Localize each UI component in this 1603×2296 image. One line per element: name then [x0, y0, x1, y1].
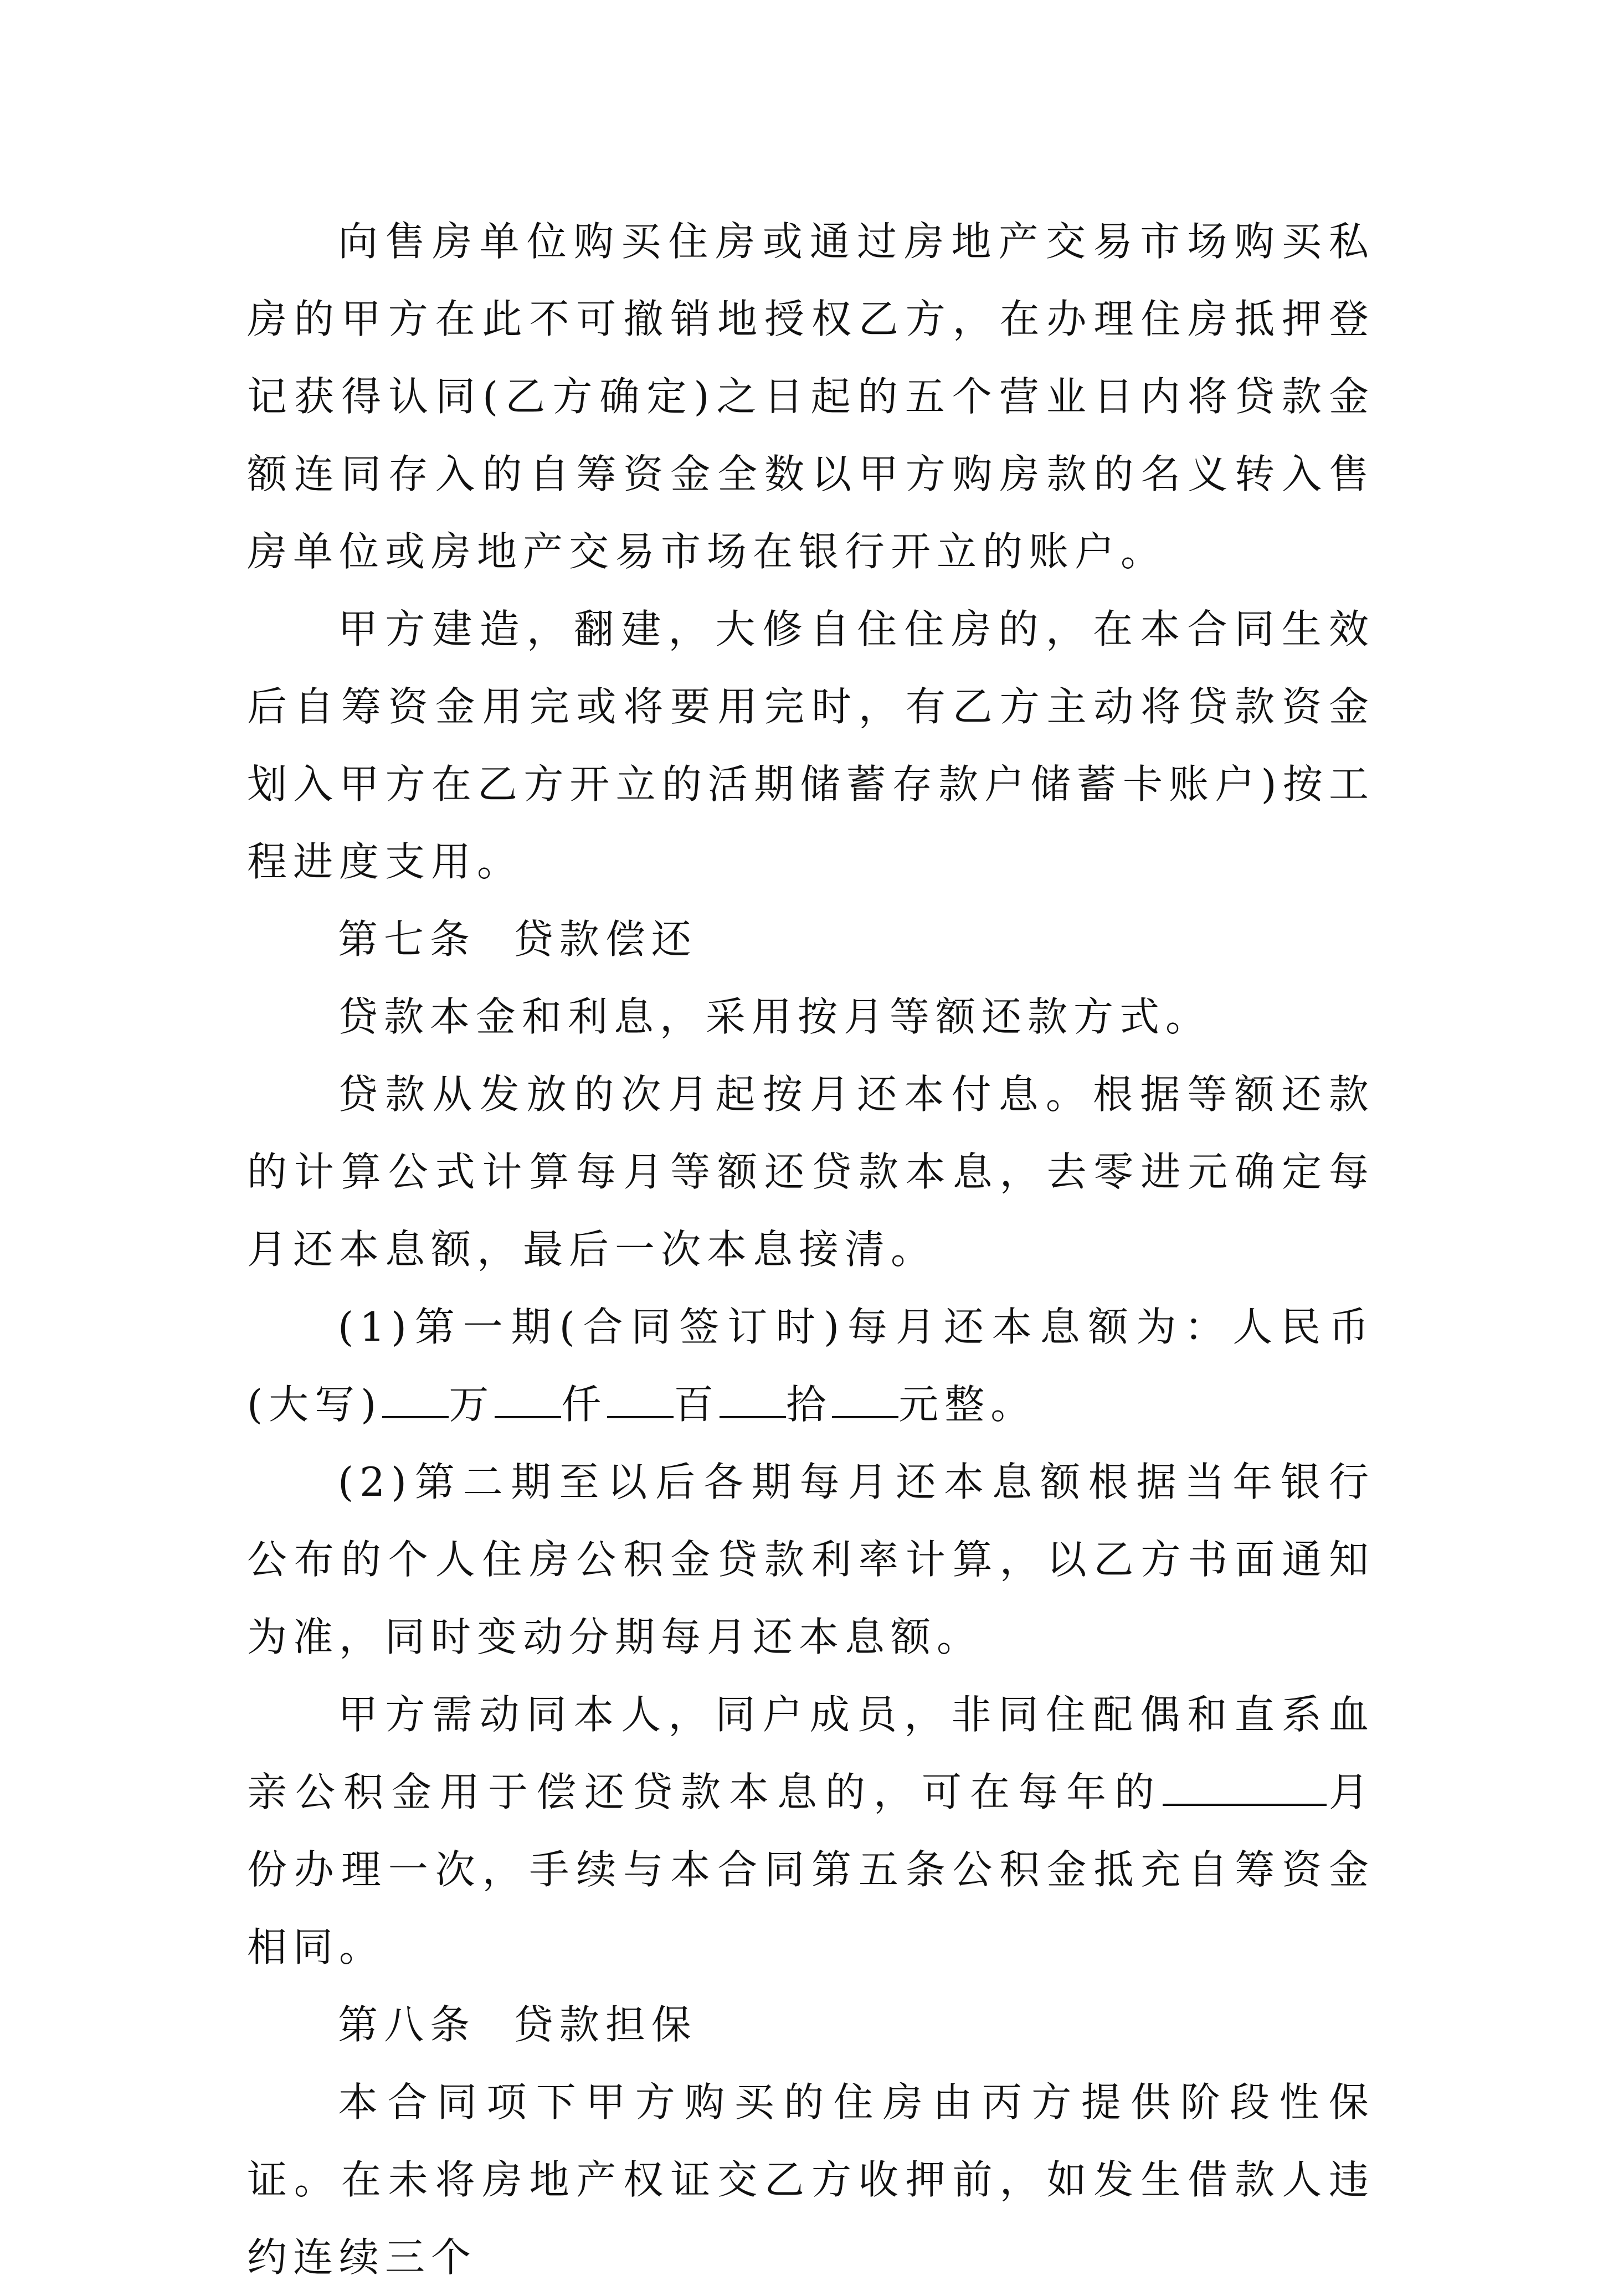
blank-qian-field[interactable] — [495, 1378, 561, 1418]
paragraph-first-period-amount — [247, 1288, 1375, 1443]
unit-wan: 万 — [449, 1381, 495, 1428]
unit-shi: 拾 — [786, 1381, 833, 1428]
paragraph-repayment-method: 贷款本金和利息，采用按月等额还款方式。 — [338, 993, 1212, 1040]
blank-bai-field[interactable] — [607, 1378, 674, 1418]
provident-fund-text-after: 月份办理一次，手续与本合同第五条公积金抵充自筹资金相同。 — [247, 1769, 1375, 1970]
blank-shi-field[interactable] — [720, 1378, 786, 1418]
unit-qian: 仟 — [561, 1381, 608, 1428]
provident-fund-text-before: 甲方需动同本人，同户成员，非同住配偶和直系血亲公积金用于偿还贷款本息的，可在每年的 — [247, 1691, 1375, 1815]
paragraph-later-periods: (2)第二期至以后各期每月还本息额根据当年银行公布的个人住房公积金贷款利率计算，以乙方书面通知为准，同时变动分期每月还本息额。 — [247, 1459, 1375, 1660]
blank-yuan-field[interactable] — [832, 1378, 898, 1418]
paragraph-repayment-schedule: 贷款从发放的次月起按月还本付息。根据等额还款的计算公式计算每月等额还贷款本息，去零进元确定每月还本息额，最后一次本息接清。 — [247, 1071, 1375, 1273]
article-7-heading: 第七条 贷款偿还 — [338, 916, 697, 962]
paragraph-self-built-housing: 甲方建造，翻建，大修自住住房的，在本合同生效后自筹资金用完或将要用完时，有乙方主动将贷款资金划入甲方在乙方开立的活期储蓄存款户储蓄卡账户)按工程进度支用。 — [247, 606, 1375, 885]
contract-text — [247, 203, 1375, 2296]
paragraph-loan-guarantee: 本合同项下甲方购买的住房由丙方提供阶段性保证。在未将房地产权证交乙方收押前，如发生借款人违约连续三个 — [247, 2079, 1375, 2280]
article-8-heading: 第八条 贷款担保 — [338, 2001, 697, 2048]
paragraph-provident-fund — [247, 1676, 1375, 1986]
blank-month-field[interactable] — [1163, 1766, 1327, 1806]
unit-bai: 百 — [674, 1381, 720, 1428]
first-period-label: (1)第一期(合同签订时)每月还本息额为：人民币(大写) — [247, 1304, 1375, 1428]
paragraph-payment-transfer: 向售房单位购买住房或通过房地产交易市场购买私房的甲方在此不可撤销地授权乙方，在办理住房抵押登记获得认同(乙方确定)之日起的五个营业日内将贷款金额连同存入的自筹资金全数以甲方购房款的名义转入售房单位或房地产交易市场在银行开立的账户。 — [247, 218, 1375, 575]
unit-yuan-end: 元整。 — [898, 1381, 1037, 1428]
blank-wan-field[interactable] — [382, 1378, 449, 1418]
